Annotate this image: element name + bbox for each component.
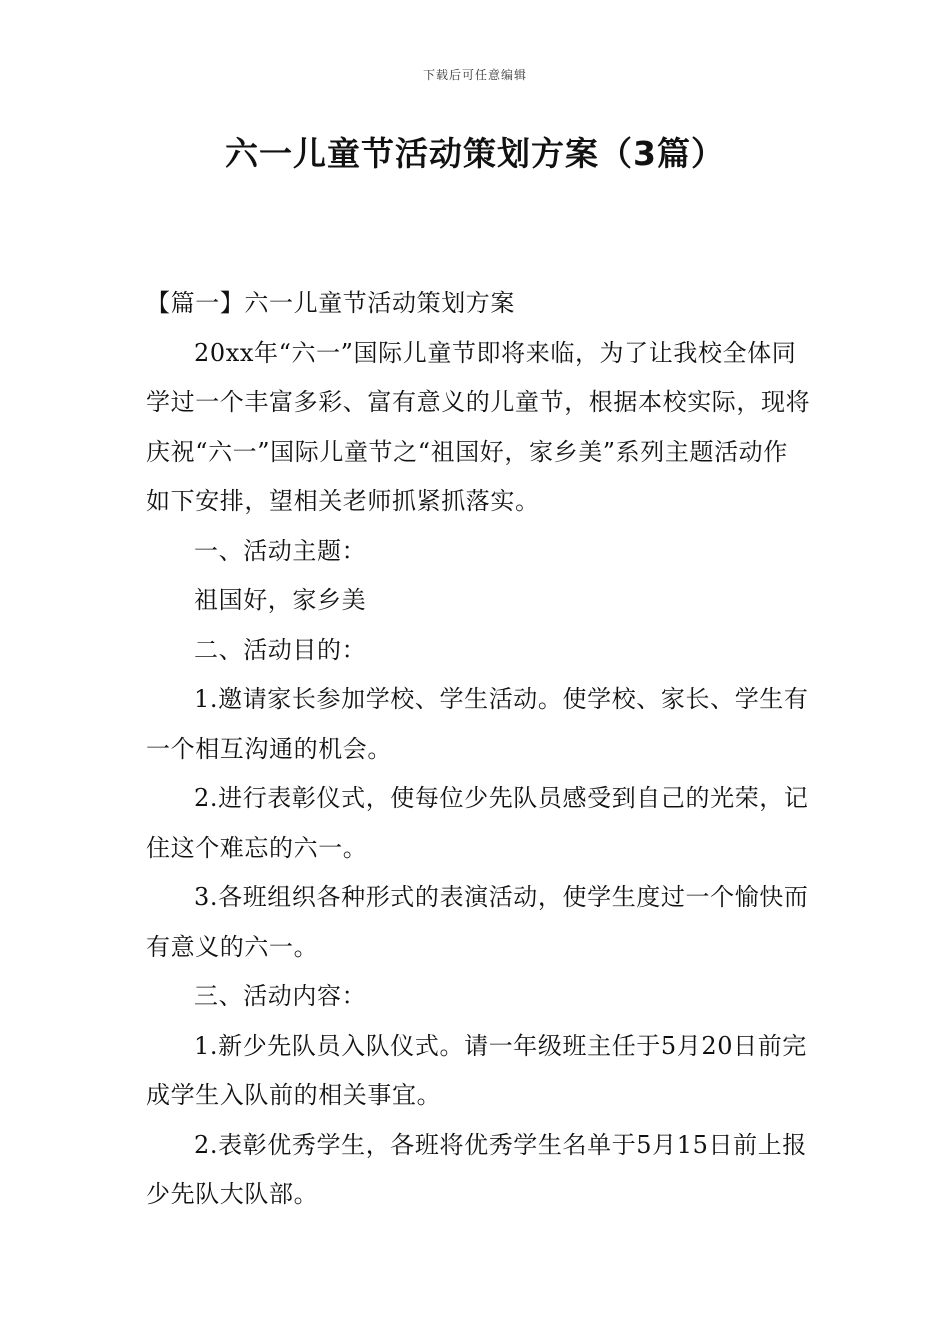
- purpose-heading: 二、活动目的：: [194, 635, 367, 664]
- section-heading: 【篇一】六一儿童节活动策划方案: [146, 289, 515, 317]
- content-heading: 三、活动内容：: [194, 982, 367, 1010]
- content-item: 1.新少先队员入队仪式。请一年级班主任于5月20日前完成学生入队前的相关事宜。: [146, 1031, 807, 1109]
- theme-heading: 一、活动主题：: [194, 536, 367, 565]
- purpose-item: 1.邀请家长参加学校、学生活动。使学校、家长、学生有一个相互沟通的机会。: [146, 685, 809, 763]
- intro-paragraph: 20xx年“六一”国际儿童节即将来临，为了让我校全体同学过一个丰富多彩、富有意义的儿童节，根据本校实际，现将庆祝“六一”国际儿童节之“祖国好，家乡美”系列主题活动作如下安排，望相关老师抓紧抓落实。: [146, 338, 811, 515]
- document-body: [146, 279, 811, 1220]
- purpose-item: 3.各班组织各种形式的表演活动，使学生度过一个愉快而有意义的六一。: [146, 883, 809, 961]
- document-title: 六一儿童节活动策划方案（3篇）: [225, 134, 725, 173]
- content-item: 2.表彰优秀学生，各班将优秀学生名单于5月15日前上报少先队大队部。: [146, 1130, 807, 1208]
- theme-text: 祖国好，家乡美: [194, 586, 367, 614]
- purpose-item: 2.进行表彰仪式，使每位少先队员感受到自己的光荣，记住这个难忘的六一。: [146, 784, 809, 862]
- header-note: 下载后可任意编辑: [422, 68, 527, 82]
